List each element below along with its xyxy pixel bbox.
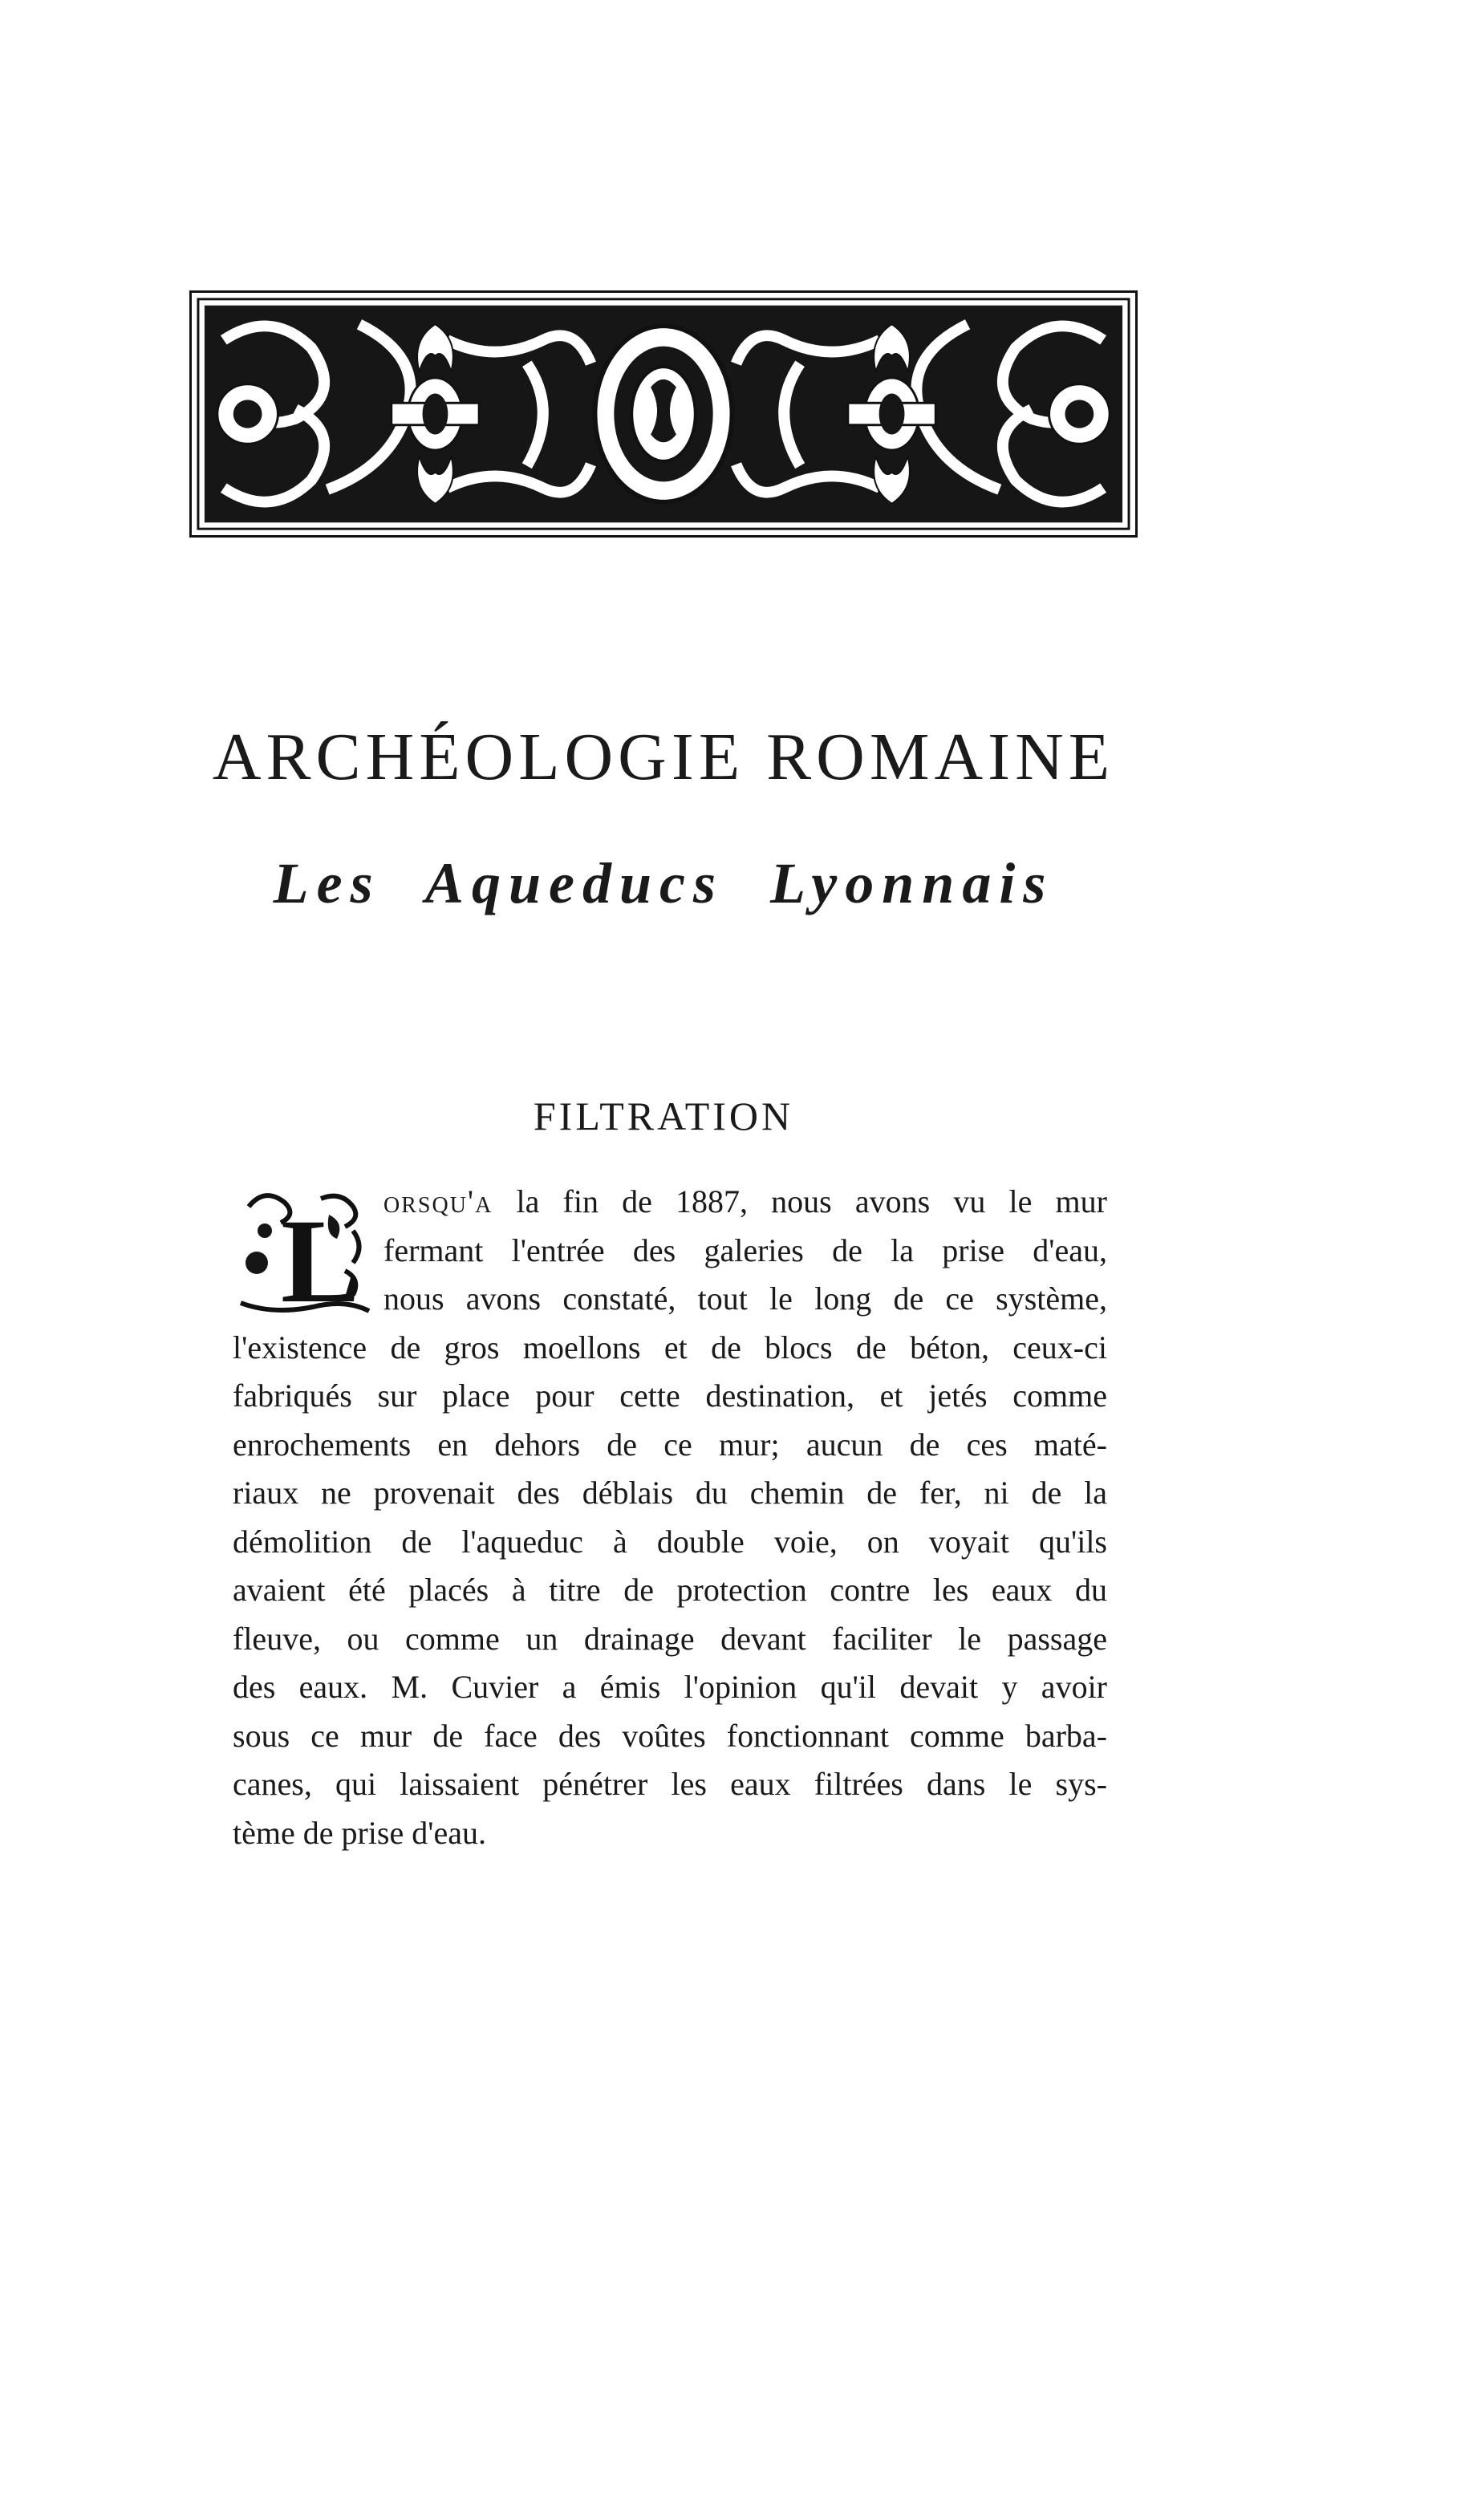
text-line: avaient été placés à titre de protection contre les eaux du [233, 1572, 1107, 1608]
text-line: des eaux. M. Cuvier a émis l'opinion qu'il devait y avoir [233, 1669, 1107, 1705]
text-line: enrochements en dehors de ce mur; aucun de ces maté- [233, 1426, 1107, 1463]
text-line: l'existence de gros moellons et de blocs de béton, ceux-ci [233, 1329, 1107, 1366]
text-line: fermant l'entrée des galeries de la prise d'eau, [383, 1232, 1107, 1268]
drop-cap-letter: L [281, 1195, 362, 1325]
text-line: sous ce mur de face des voûtes fonctionnant comme barba- [233, 1717, 1107, 1754]
text-line: fleuve, ou comme un drainage devant faciliter le passage [233, 1620, 1107, 1657]
text-line: fabriqués sur place pour cette destination, et jetés comme [233, 1378, 1107, 1414]
section-title: FILTRATION [533, 1094, 794, 1138]
page-subtitle: Les Aqueducs Lyonnais [273, 851, 1054, 915]
text-line: riaux ne provenait des déblais du chemin de fer, ni de la [233, 1475, 1107, 1511]
text-line: tème de prise d'eau. [233, 1814, 486, 1851]
text-line: démolition de l'aqueduc à double voie, on voyait qu'ils [233, 1523, 1107, 1560]
drop-cap-continuation: orsqu'a [383, 1183, 493, 1219]
text-line: orsqu'a la fin de 1887, nous avons vu le mur [383, 1183, 1107, 1219]
body-paragraph [233, 1178, 1107, 1857]
text-line: canes, qui laissaient pénétrer les eaux filtrées dans le sys- [233, 1766, 1107, 1802]
decorative-headband [189, 290, 1138, 538]
page-title: ARCHÉOLOGIE ROMAINE [212, 720, 1115, 794]
text-line: nous avons constaté, tout le long de ce système, [383, 1280, 1107, 1317]
ornament-pattern [192, 293, 1135, 535]
